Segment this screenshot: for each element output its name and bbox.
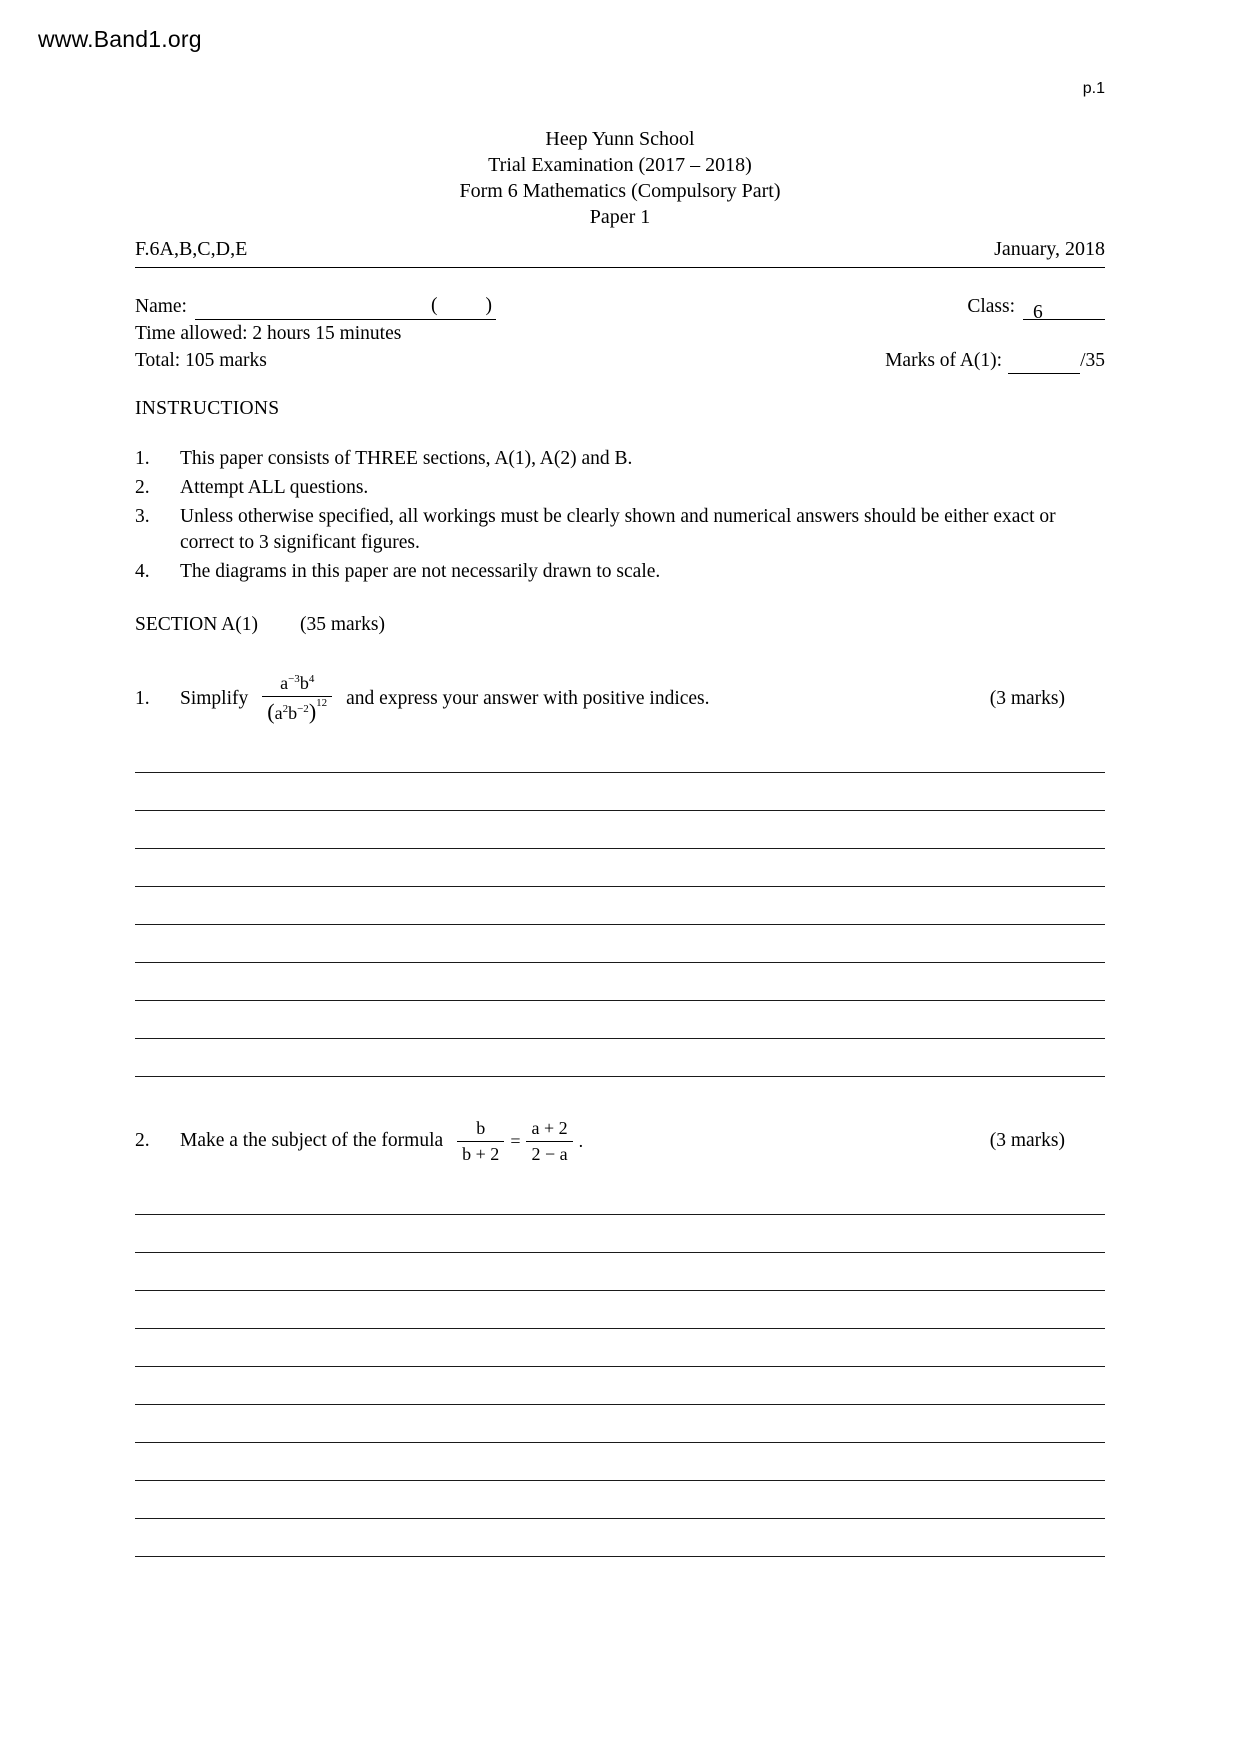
exam-date: January, 2018 — [994, 238, 1105, 260]
instructions-list — [135, 446, 1105, 585]
answer-line — [135, 1481, 1105, 1519]
instruction-item — [135, 559, 1105, 585]
fraction-denominator: b + 2 — [462, 1143, 500, 1164]
question-body — [180, 672, 990, 725]
class-codes: F.6A,B,C,D,E — [135, 238, 248, 260]
instruction-text: This paper consists of THREE sections, A(1), A(2) and B. — [180, 448, 633, 469]
q1-answer-area — [135, 735, 1105, 1077]
total-marks-row — [135, 347, 1105, 374]
math-exponent: 4 — [308, 673, 315, 685]
question-number: 2. — [135, 1130, 150, 1151]
period: . — [578, 1130, 584, 1151]
question-1 — [135, 672, 1105, 725]
answer-line — [135, 1177, 1105, 1215]
answer-line — [135, 735, 1105, 773]
class-field — [967, 293, 1105, 323]
equals-sign: = — [510, 1130, 521, 1151]
instruction-text: Unless otherwise specified, all workings must be clearly shown and numerical answers should be either exact or correct to 3 significant figures. — [180, 506, 1056, 553]
q2-equation — [457, 1117, 583, 1165]
fraction-numerator: b — [457, 1117, 504, 1142]
answer-line — [135, 1519, 1105, 1557]
fraction — [262, 672, 332, 725]
question-body — [180, 1117, 990, 1165]
name-paren-blank — [427, 292, 496, 320]
answer-line — [135, 1443, 1105, 1481]
fraction — [526, 1117, 572, 1165]
answer-line — [135, 849, 1105, 887]
instruction-number: 3. — [135, 506, 150, 527]
instruction-item — [135, 446, 1105, 472]
section-marks: (35 marks) — [299, 614, 385, 635]
question-2 — [135, 1117, 1105, 1165]
question-marks: (3 marks) — [989, 1130, 1065, 1151]
title-block — [135, 126, 1105, 230]
question-text-before: Make a the subject of the formula — [180, 1130, 444, 1151]
q2-answer-area — [135, 1177, 1105, 1557]
answer-line — [135, 1405, 1105, 1443]
q1-fraction — [262, 672, 332, 725]
instruction-item — [135, 504, 1105, 556]
fraction-numerator — [262, 672, 332, 697]
name-field — [135, 292, 496, 320]
answer-line — [135, 1367, 1105, 1405]
math-term: b — [299, 673, 309, 693]
math-term: a — [280, 673, 289, 693]
answer-line — [135, 1039, 1105, 1077]
question-text-before: Simplify — [180, 687, 249, 709]
math-paren: ) — [308, 698, 317, 724]
math-exponent: 12 — [316, 696, 328, 709]
time-allowed-row — [135, 320, 1105, 347]
question-text-after: and express your answer with positive indices. — [346, 687, 710, 709]
question-number: 1. — [135, 687, 150, 709]
instruction-number: 4. — [135, 561, 150, 582]
exam-title: Trial Examination (2017 – 2018) — [488, 154, 752, 176]
page-number: p.1 — [1082, 80, 1105, 97]
marks-blank-line — [1008, 353, 1080, 374]
time-allowed: Time allowed: 2 hours 15 minutes — [135, 323, 402, 344]
answer-line — [135, 1291, 1105, 1329]
class-blank-line: 6 — [1023, 299, 1105, 320]
fraction-numerator: a + 2 — [526, 1117, 572, 1142]
fraction-denominator: 2 − a — [531, 1143, 568, 1164]
marks-a1-label: Marks of A(1): — [885, 350, 1003, 371]
instruction-number: 1. — [135, 448, 150, 469]
math-paren: ( — [267, 698, 275, 724]
fraction-denominator — [262, 697, 332, 726]
site-watermark: www.Band1.org — [38, 26, 202, 52]
fraction — [457, 1117, 504, 1165]
name-label: Name: — [135, 296, 187, 317]
answer-line — [135, 1215, 1105, 1253]
subject-title: Form 6 Mathematics (Compulsory Part) — [459, 180, 781, 202]
marks-denominator: /35 — [1080, 350, 1105, 371]
paren-close: ) — [485, 295, 492, 316]
answer-line — [135, 963, 1105, 1001]
class-date-row — [135, 238, 1105, 268]
answer-line — [135, 887, 1105, 925]
name-class-row — [135, 292, 1105, 323]
section-heading — [135, 611, 1105, 638]
class-label: Class: — [967, 296, 1015, 317]
marks-a1-field — [885, 347, 1105, 374]
paper-title: Paper 1 — [589, 206, 651, 228]
instruction-text: The diagrams in this paper are not necessarily drawn to scale. — [180, 561, 661, 582]
answer-line — [135, 811, 1105, 849]
section-title: SECTION A(1) — [135, 614, 258, 635]
instruction-text: Attempt ALL questions. — [180, 477, 369, 498]
math-term: b — [288, 702, 298, 723]
math-exponent: −3 — [288, 673, 300, 685]
instruction-item — [135, 475, 1105, 501]
answer-line — [135, 1001, 1105, 1039]
school-name: Heep Yunn School — [545, 128, 695, 150]
question-marks: (3 marks) — [989, 687, 1065, 709]
math-exponent: −2 — [297, 702, 309, 715]
instruction-number: 2. — [135, 477, 150, 498]
paren-open: ( — [430, 295, 438, 316]
name-blank-line — [195, 299, 427, 320]
answer-line — [135, 925, 1105, 963]
total-marks: Total: 105 marks — [135, 350, 267, 371]
answer-line — [135, 1253, 1105, 1291]
math-exponent: 2 — [282, 702, 289, 715]
answer-line — [135, 773, 1105, 811]
answer-line — [135, 1329, 1105, 1367]
math-term: a — [274, 702, 283, 723]
instructions-heading: INSTRUCTIONS — [135, 398, 280, 419]
